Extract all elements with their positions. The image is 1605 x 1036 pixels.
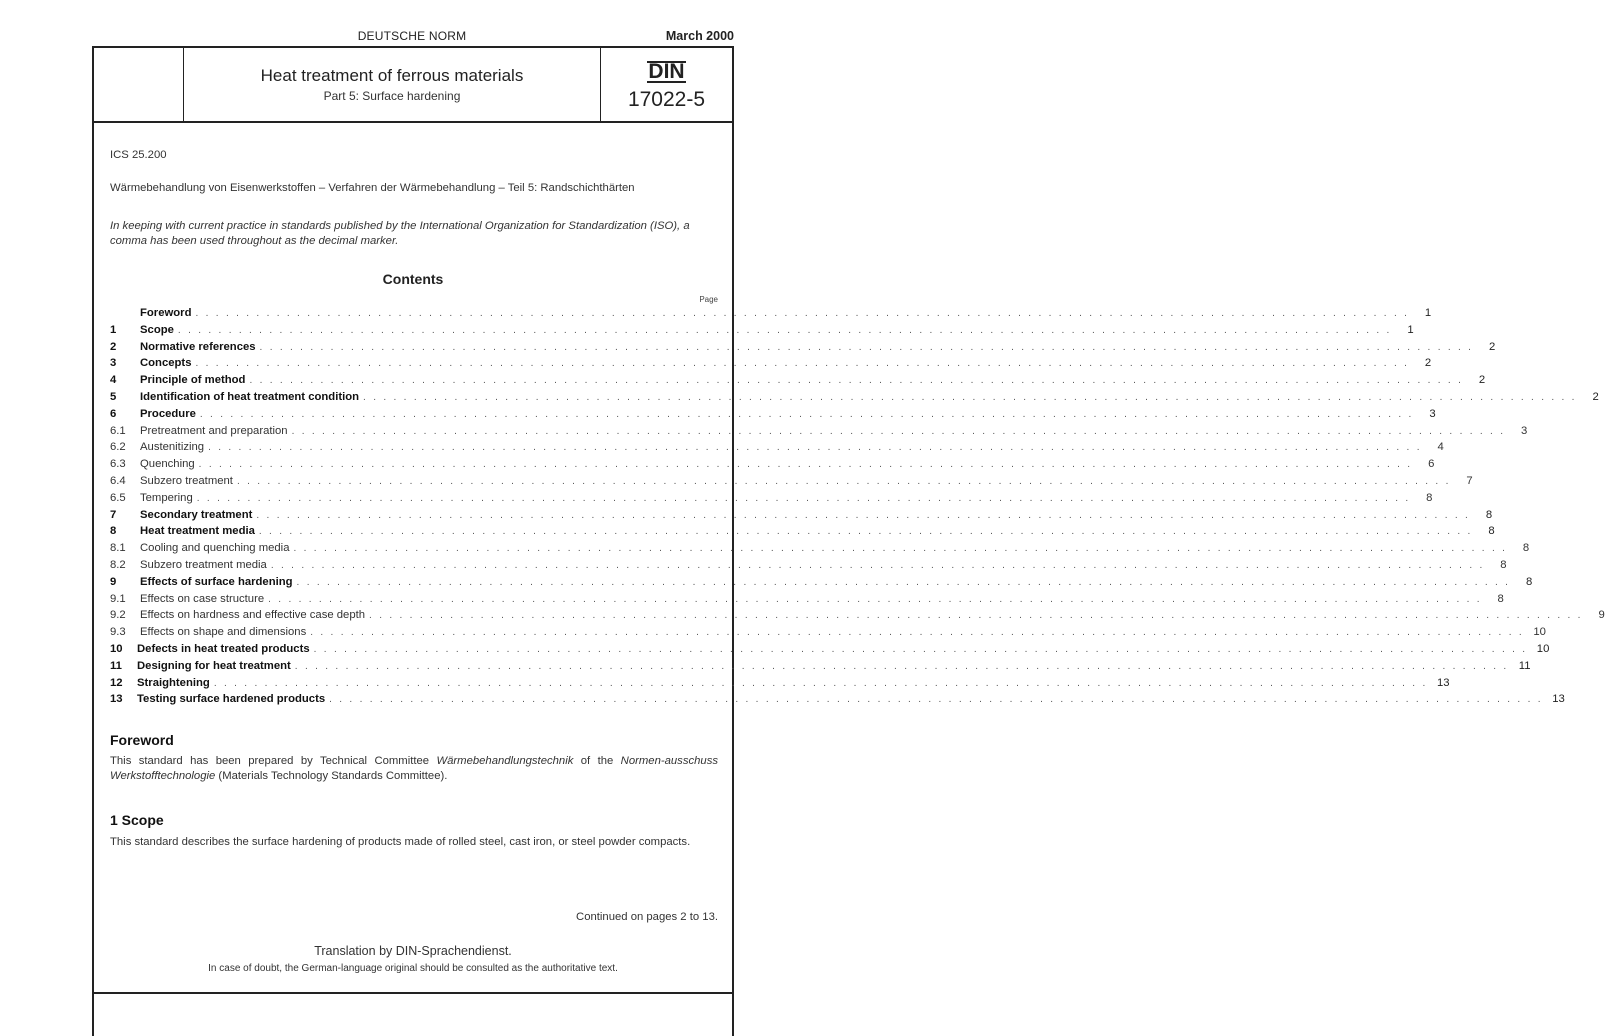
toc-entry-page: 1 — [1424, 307, 1432, 319]
document-subtitle: Part 5: Surface hardening — [323, 89, 461, 103]
toc-entry[interactable] — [110, 575, 1533, 593]
toc-entry-number: 9.1 — [110, 592, 126, 605]
toc-entry-label: Defects in heat treated products — [137, 642, 310, 655]
toc-entry-label: Concepts — [140, 357, 192, 370]
toc-entry-page: 2 — [1424, 357, 1432, 370]
toc-entry-label: Normative references — [140, 340, 256, 353]
toc-entry-label: Pretreatment and preparation — [140, 424, 288, 437]
foreword-text-1: This standard has been prepared by Technical Committee — [110, 755, 437, 767]
toc-entry-page: 8 — [1525, 575, 1533, 588]
toc-entry-page: 11 — [1518, 659, 1531, 672]
toc-entry-number: 9.3 — [110, 626, 126, 639]
continued-note: Continued on pages 2 to 13. — [576, 911, 718, 923]
toc-entry-page: 8 — [1522, 542, 1530, 555]
toc-leader-dots: . . . . . . . . . . . . . . . . . . . . . . . . . . . . . . . . . . . . . . . . . . . . . . . . . . . . . . . . . . . . . . . . . . . . . . . . . . . . . . . . . . . . . . . . . . . . . . . . . . . . . . . . . . . . . . . . . . . . . . . . — [369, 610, 1583, 622]
authoritative-text-note: In case of doubt, the German-language original should be consulted as the authoritative text. — [208, 963, 618, 974]
toc-entry-number: 2 — [110, 340, 117, 353]
toc-leader-dots: . . . . . . . . . . . . . . . . . . . . . . . . . . . . . . . . . . . . . . . . . . . . . . . . . . . . . . . . . . . . . . . . . . . . . . . . . . . . . . . . . . . . . . . . . . . . . . . . . . . . . . . . . . . . . . . . . . . . . . . . — [208, 442, 1422, 454]
toc-leader-dots: . . . . . . . . . . . . . . . . . . . . . . . . . . . . . . . . . . . . . . . . . . . . . . . . . . . . . . . . . . . . . . . . . . . . . . . . . . . . . . . . . . . . . . . . . . . . . . . . . . . . . . . . . . . . . . . . . . . . . . . . — [236, 475, 1451, 487]
toc-entry[interactable] — [110, 407, 1436, 425]
table-of-contents — [110, 307, 1605, 710]
toc-entry-number: 6.2 — [110, 441, 126, 454]
din-number: 17022-5 — [627, 88, 706, 111]
toc-entry-label: Procedure — [140, 407, 196, 420]
toc-entry-number: 7 — [110, 508, 117, 521]
toc-entry-label: Cooling and quenching media — [140, 542, 290, 555]
toc-entry-number: 6.4 — [110, 474, 126, 487]
toc-entry[interactable] — [110, 474, 1473, 492]
toc-leader-dots: . . . . . . . . . . . . . . . . . . . . . . . . . . . . . . . . . . . . . . . . . . . . . . . . . . . . . . . . . . . . . . . . . . . . . . . . . . . . . . . . . . . . . . . . . . . . . . . . . . . . . . . . . . . . . . . . . . . . . . . . — [249, 375, 1464, 387]
toc-leader-dots: . . . . . . . . . . . . . . . . . . . . . . . . . . . . . . . . . . . . . . . . . . . . . . . . . . . . . . . . . . . . . . . . . . . . . . . . . . . . . . . . . . . . . . . . . . . . . . . . . . . . . . . . . . . . . . . . . . . . . . . . — [329, 694, 1543, 706]
committee-name: Wärmebehandlungstechnik — [436, 755, 574, 767]
toc-entry[interactable] — [110, 693, 1565, 710]
toc-entry[interactable] — [110, 676, 1450, 694]
toc-entry-label: Scope — [140, 323, 174, 336]
toc-entry[interactable] — [110, 458, 1435, 475]
decimal-marker-note: In keeping with current practice in standards published by the International Organization for Standardization (ISO), a comma has been used throughout as the decimal marker. — [110, 220, 690, 247]
toc-entry-page: 13 — [1436, 676, 1450, 689]
toc-entry-page: 3 — [1521, 424, 1528, 437]
toc-entry-label: Testing surface hardened products — [137, 693, 326, 706]
organization-name: Normen-ausschuss Werkstofftechnologie — [110, 755, 718, 782]
toc-entry-label: Straightening — [137, 676, 210, 689]
toc-entry-number: 9.2 — [110, 609, 126, 622]
toc-entry-label: Effects of surface hardening — [140, 575, 293, 588]
toc-entry[interactable] — [110, 592, 1504, 610]
toc-entry-page: 10 — [1533, 626, 1546, 639]
toc-entry-number: 1 — [110, 323, 117, 336]
toc-entry-page: 7 — [1466, 474, 1473, 487]
toc-entry-number: 5 — [110, 390, 117, 403]
page-column-label: Page — [699, 295, 718, 304]
toc-entry-page: 8 — [1485, 508, 1493, 521]
scope-paragraph: This standard describes the surface hardening of products made of rolled steel, cast iron, or steel powder compacts. — [110, 836, 691, 848]
toc-entry-page: 9 — [1598, 609, 1605, 622]
toc-leader-dots: . . . . . . . . . . . . . . . . . . . . . . . . . . . . . . . . . . . . . . . . . . . . . . . . . . . . . . . . . . . . . . . . . . . . . . . . . . . . . . . . . . . . . . . . . . . . . . . . . . . . . . . . . . . . . . . . . . . . . . . . — [294, 660, 1509, 672]
toc-entry-label: Effects on hardness and effective case depth — [140, 609, 366, 622]
publication-date: March 2000 — [665, 29, 734, 43]
toc-entry-number: 4 — [110, 374, 117, 387]
footer-rule — [94, 992, 732, 994]
toc-entry-page: 2 — [1592, 390, 1599, 403]
toc-leader-dots: . . . . . . . . . . . . . . . . . . . . . . . . . . . . . . . . . . . . . . . . . . . . . . . . . . . . . . . . . . . . . . . . . . . . . . . . . . . . . . . . . . . . . . . . . . . . . . . . . . . . . . . . . . . . . . . . . . . . . . . . — [256, 509, 1471, 521]
toc-entry-number: 8 — [110, 525, 117, 538]
toc-entry-number: 6.3 — [110, 458, 126, 471]
toc-entry-label: Foreword — [140, 307, 192, 319]
toc-leader-dots: . . . . . . . . . . . . . . . . . . . . . . . . . . . . . . . . . . . . . . . . . . . . . . . . . . . . . . . . . . . . . . . . . . . . . . . . . . . . . . . . . . . . . . . . . . . . . . . . . . . . . . . . . . . . . . . . . . . . . . . . — [296, 576, 1511, 588]
foreword-text-2: of the — [573, 755, 621, 767]
toc-leader-dots: . . . . . . . . . . . . . . . . . . . . . . . . . . . . . . . . . . . . . . . . . . . . . . . . . . . . . . . . . . . . . . . . . . . . . . . . . . . . . . . . . . . . . . . . . . . . . . . . . . . . . . . . . . . . . . . . . . . . . . . . — [313, 643, 1528, 655]
ics-code: ICS 25.200 — [110, 149, 167, 161]
toc-entry[interactable] — [110, 390, 1599, 408]
translation-note: Translation by DIN-Sprachendienst. — [314, 944, 512, 958]
toc-leader-dots: . . . . . . . . . . . . . . . . . . . . . . . . . . . . . . . . . . . . . . . . . . . . . . . . . . . . . . . . . . . . . . . . . . . . . . . . . . . . . . . . . . . . . . . . . . . . . . . . . . . . . . . . . . . . . . . . . . . . . . . . — [270, 559, 1485, 571]
toc-entry-label: Quenching — [140, 458, 195, 471]
toc-entry-label: Effects on shape and dimensions — [140, 626, 307, 639]
toc-entry-number: 10 — [110, 642, 123, 655]
toc-entry-label: Heat treatment media — [140, 525, 255, 538]
toc-entry-number: 12 — [110, 676, 123, 689]
toc-entry-page: 2 — [1478, 374, 1486, 387]
toc-entry-page: 13 — [1552, 693, 1565, 706]
toc-leader-dots: . . . . . . . . . . . . . . . . . . . . . . . . . . . . . . . . . . . . . . . . . . . . . . . . . . . . . . . . . . . . . . . . . . . . . . . . . . . . . . . . . . . . . . . . . . . . . . . . . . . . . . . . . . . . . . . . . . . . . . . . — [199, 408, 1414, 420]
toc-entry[interactable] — [110, 609, 1605, 626]
toc-entry-label: Subzero treatment media — [140, 558, 267, 571]
foreword-text-3: (Materials Technology Standards Committee). — [215, 770, 448, 782]
din-logo — [601, 60, 732, 84]
document-title: Heat treatment of ferrous materials — [260, 66, 524, 85]
toc-entry[interactable] — [110, 659, 1531, 677]
toc-entry-page: 8 — [1500, 558, 1507, 571]
toc-entry-label: Principle of method — [140, 374, 246, 387]
toc-entry-number: 8.2 — [110, 558, 126, 571]
toc-entry[interactable] — [110, 525, 1495, 542]
toc-entry-number: 11 — [110, 659, 122, 672]
toc-leader-dots: . . . . . . . . . . . . . . . . . . . . . . . . . . . . . . . . . . . . . . . . . . . . . . . . . . . . . . . . . . . . . . . . . . . . . . . . . . . . . . . . . . . . . . . . . . . . . . . . . . . . . . . . . . . . . . . . . . . . . . . . — [195, 358, 1410, 370]
contents-heading: Contents — [382, 271, 444, 287]
toc-leader-dots: . . . . . . . . . . . . . . . . . . . . . . . . . . . . . . . . . . . . . . . . . . . . . . . . . . . . . . . . . . . . . . . . . . . . . . . . . . . . . . . . . . . . . . . . . . . . . . . . . . . . . . . . . . . . . . . . . . . . . . . . — [213, 677, 1428, 689]
toc-entry-page: 3 — [1429, 407, 1436, 420]
toc-entry[interactable] — [110, 542, 1530, 559]
toc-entry-number: 13 — [110, 693, 123, 706]
din-logo-text: DIN — [648, 60, 685, 83]
toc-entry[interactable] — [110, 642, 1550, 660]
toc-entry-number: 6 — [110, 407, 117, 420]
toc-entry[interactable] — [110, 340, 1496, 358]
toc-entry-page: 4 — [1437, 441, 1444, 454]
toc-leader-dots: . . . . . . . . . . . . . . . . . . . . . . . . . . . . . . . . . . . . . . . . . . . . . . . . . . . . . . . . . . . . . . . . . . . . . . . . . . . . . . . . . . . . . . . . . . . . . . . . . . . . . . . . . . . . . . . . . . . . . . . . — [258, 526, 1473, 538]
toc-entry-number: 6.1 — [110, 424, 126, 437]
top-header-line — [0, 29, 768, 45]
foreword-paragraph — [110, 754, 718, 784]
toc-entry[interactable] — [110, 424, 1528, 442]
toc-entry-page: 8 — [1497, 592, 1504, 605]
toc-leader-dots: . . . . . . . . . . . . . . . . . . . . . . . . . . . . . . . . . . . . . . . . . . . . . . . . . . . . . . . . . . . . . . . . . . . . . . . . . . . . . . . . . . . . . . . . . . . . . . . . . . . . . . . . . . . . . . . . . . . . . . . . — [293, 543, 1508, 555]
toc-entry-page: 8 — [1426, 491, 1433, 504]
toc-entry[interactable] — [110, 441, 1444, 458]
toc-leader-dots: . . . . . . . . . . . . . . . . . . . . . . . . . . . . . . . . . . . . . . . . . . . . . . . . . . . . . . . . . . . . . . . . . . . . . . . . . . . . . . . . . . . . . . . . . . . . . . . . . . . . . . . . . . . . . . . . . . . . . . . . — [363, 391, 1577, 403]
toc-entry-label: Effects on case structure — [140, 592, 265, 605]
toc-leader-dots: . . . . . . . . . . . . . . . . . . . . . . . . . . . . . . . . . . . . . . . . . . . . . . . . . . . . . . . . . . . . . . . . . . . . . . . . . . . . . . . . . . . . . . . . . . . . . . . . . . . . . . . . . . . . . . . . . . . . . . . . — [177, 324, 1392, 336]
toc-leader-dots: . . . . . . . . . . . . . . . . . . . . . . . . . . . . . . . . . . . . . . . . . . . . . . . . . . . . . . . . . . . . . . . . . . . . . . . . . . . . . . . . . . . . . . . . . . . . . . . . . . . . . . . . . . . . . . . . . . . . . . . . — [268, 593, 1482, 605]
toc-entry[interactable] — [110, 374, 1486, 391]
toc-entry-label: Austenitizing — [140, 441, 205, 454]
toc-entry-number: 8.1 — [110, 542, 126, 555]
toc-entry-label: Secondary treatment — [140, 508, 253, 521]
toc-leader-dots: . . . . . . . . . . . . . . . . . . . . . . . . . . . . . . . . . . . . . . . . . . . . . . . . . . . . . . . . . . . . . . . . . . . . . . . . . . . . . . . . . . . . . . . . . . . . . . . . . . . . . . . . . . . . . . . . . . . . . . . . — [196, 492, 1411, 504]
scope-heading: 1 Scope — [110, 812, 164, 828]
toc-leader-dots: . . . . . . . . . . . . . . . . . . . . . . . . . . . . . . . . . . . . . . . . . . . . . . . . . . . . . . . . . . . . . . . . . . . . . . . . . . . . . . . . . . . . . . . . . . . . . . . . . . . . . . . . . . . . . . . . . . . . . . . . — [310, 627, 1524, 639]
toc-entry-label: Identification of heat treatment condition — [140, 390, 360, 403]
toc-entry[interactable] — [110, 491, 1433, 509]
toc-entry-page: 6 — [1428, 458, 1435, 471]
toc-entry[interactable] — [110, 558, 1507, 576]
toc-entry-number: 3 — [110, 357, 117, 370]
standard-type: DEUTSCHE NORM — [357, 29, 467, 43]
toc-entry-page: 8 — [1488, 525, 1495, 538]
toc-entry-number: 9 — [110, 575, 117, 588]
german-title: Wärmebehandlung von Eisenwerkstoffen – Verfahren der Wärmebehandlung – Teil 5: Randschichthärten — [110, 182, 635, 194]
toc-entry-label: Designing for heat treatment — [137, 659, 291, 672]
toc-entry[interactable] — [110, 626, 1546, 643]
toc-entry-page: 10 — [1536, 642, 1550, 655]
foreword-heading: Foreword — [110, 732, 174, 748]
toc-entry[interactable] — [110, 508, 1493, 526]
toc-entry[interactable] — [110, 323, 1414, 341]
toc-leader-dots: . . . . . . . . . . . . . . . . . . . . . . . . . . . . . . . . . . . . . . . . . . . . . . . . . . . . . . . . . . . . . . . . . . . . . . . . . . . . . . . . . . . . . . . . . . . . . . . . . . . . . . . . . . . . . . . . . . . . . . . . — [198, 459, 1413, 471]
toc-entry-page: 1 — [1407, 323, 1414, 336]
toc-entry-number: 6.5 — [110, 491, 126, 504]
toc-entry[interactable] — [110, 307, 1432, 324]
toc-leader-dots: . . . . . . . . . . . . . . . . . . . . . . . . . . . . . . . . . . . . . . . . . . . . . . . . . . . . . . . . . . . . . . . . . . . . . . . . . . . . . . . . . . . . . . . . . . . . . . . . . . . . . . . . . . . . . . . . . . . . . . . . — [195, 308, 1410, 319]
toc-leader-dots: . . . . . . . . . . . . . . . . . . . . . . . . . . . . . . . . . . . . . . . . . . . . . . . . . . . . . . . . . . . . . . . . . . . . . . . . . . . . . . . . . . . . . . . . . . . . . . . . . . . . . . . . . . . . . . . . . . . . . . . . — [291, 425, 1506, 437]
title-block — [94, 48, 732, 123]
toc-entry[interactable] — [110, 357, 1432, 374]
toc-entry-label: Tempering — [140, 491, 193, 504]
toc-leader-dots: . . . . . . . . . . . . . . . . . . . . . . . . . . . . . . . . . . . . . . . . . . . . . . . . . . . . . . . . . . . . . . . . . . . . . . . . . . . . . . . . . . . . . . . . . . . . . . . . . . . . . . . . . . . . . . . . . . . . . . . . — [259, 341, 1474, 353]
toc-entry-page: 2 — [1488, 340, 1496, 353]
toc-entry-label: Subzero treatment — [140, 474, 233, 487]
